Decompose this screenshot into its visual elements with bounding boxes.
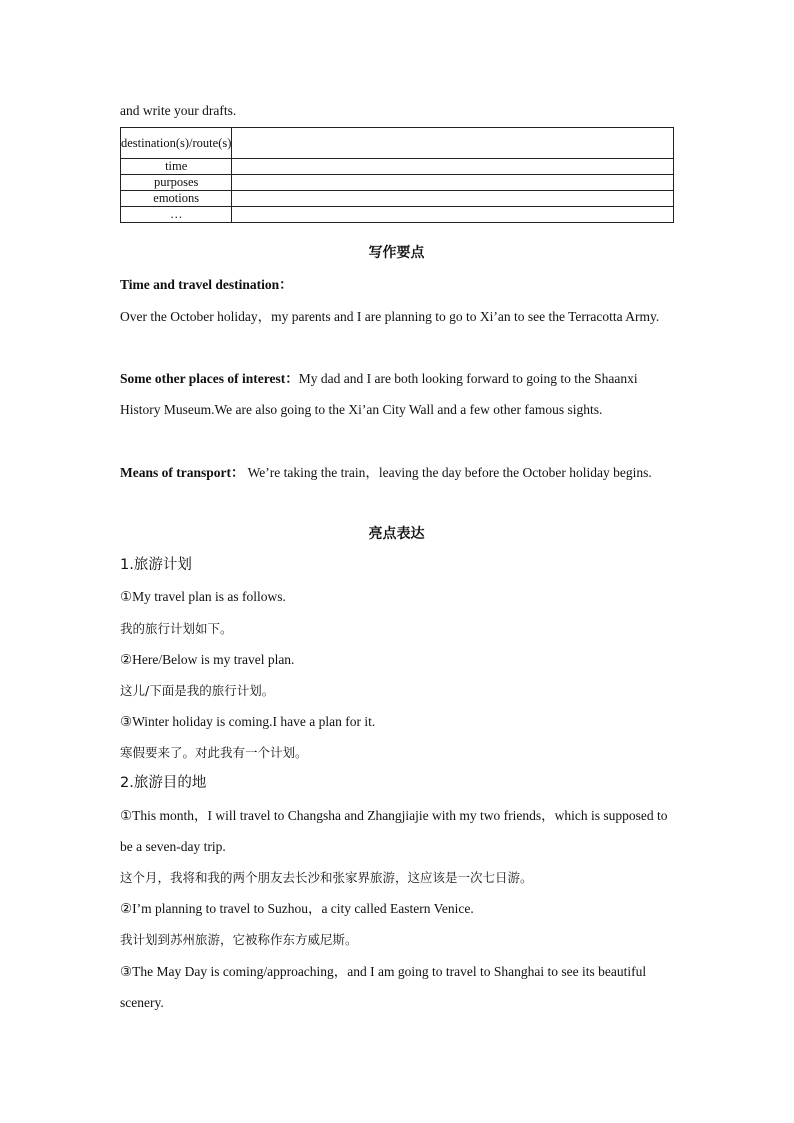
transport-paragraph xyxy=(120,457,673,488)
table-row-label: emotions xyxy=(121,191,232,207)
example-en: ②I’m planning to travel to Suzhou，a city called Eastern Venice. xyxy=(120,901,474,916)
subheading-destination: 2.旅游目的地 xyxy=(120,775,207,791)
example-en: ①My travel plan is as follows. xyxy=(120,589,286,604)
table-cell-empty[interactable] xyxy=(232,128,674,159)
time-destination-paragraph xyxy=(120,269,673,300)
example-zh: 我的旅行计划如下。 xyxy=(120,621,233,636)
example-en: ③Winter holiday is coming.I have a plan for it. xyxy=(120,714,376,729)
transport-text: We’re taking the train，leaving the day before the October holiday begins. xyxy=(247,465,652,480)
example-zh: 寒假要来了。对此我有一个计划。 xyxy=(120,745,308,760)
subheading-travel-plan: 1.旅游计划 xyxy=(120,557,192,573)
table-cell-empty[interactable] xyxy=(232,159,674,175)
table-row xyxy=(121,128,674,159)
table-row xyxy=(121,175,674,191)
travel-plan-table xyxy=(120,127,674,223)
places-text: My dad and I are both looking forward to going to the Shaanxi History Museum.We are also going to the Xi’an City Wall and a few other famous sights. xyxy=(120,371,638,417)
table-row-label: … xyxy=(121,207,232,223)
table-row-label: purposes xyxy=(121,175,232,191)
table-cell-empty[interactable] xyxy=(232,191,674,207)
section-title-writing-points: 写作要点 xyxy=(368,245,425,261)
example-zh: 这个月，我将和我的两个朋友去长沙和张家界旅游，这应该是一次七日游。 xyxy=(120,870,533,885)
example-en: ②Here/Below is my travel plan. xyxy=(120,652,295,667)
time-text: Over the October holiday，my parents and I are planning to go to Xi’an to see the Terracotta Army. xyxy=(120,309,660,324)
transport-label: Means of transport： xyxy=(120,465,245,480)
places-label: Some other places of interest： xyxy=(120,371,299,386)
table-row-label: destination(s)/route(s) xyxy=(121,128,232,159)
table-cell-empty[interactable] xyxy=(232,175,674,191)
places-paragraph xyxy=(120,363,673,425)
section-title-highlights: 亮点表达 xyxy=(368,526,425,542)
time-label: Time and travel destination： xyxy=(120,277,293,292)
example-zh: 我计划到苏州旅游，它被称作东方威尼斯。 xyxy=(120,932,358,947)
table-cell-empty[interactable] xyxy=(232,207,674,223)
intro-text: and write your drafts. xyxy=(120,103,237,118)
table-row xyxy=(121,159,674,175)
example-zh: 这儿/下面是我的旅行计划。 xyxy=(120,683,275,698)
table-row xyxy=(121,207,674,223)
example-en: ①This month，I will travel to Changsha and Zhangjiajie with my two friends，which is supposed to be a seven-day trip. xyxy=(120,808,668,854)
table-row xyxy=(121,191,674,207)
example-en: ③The May Day is coming/approaching，and I am going to travel to Shanghai to see its beautiful scenery. xyxy=(120,964,647,1010)
table-row-label: time xyxy=(121,159,232,175)
